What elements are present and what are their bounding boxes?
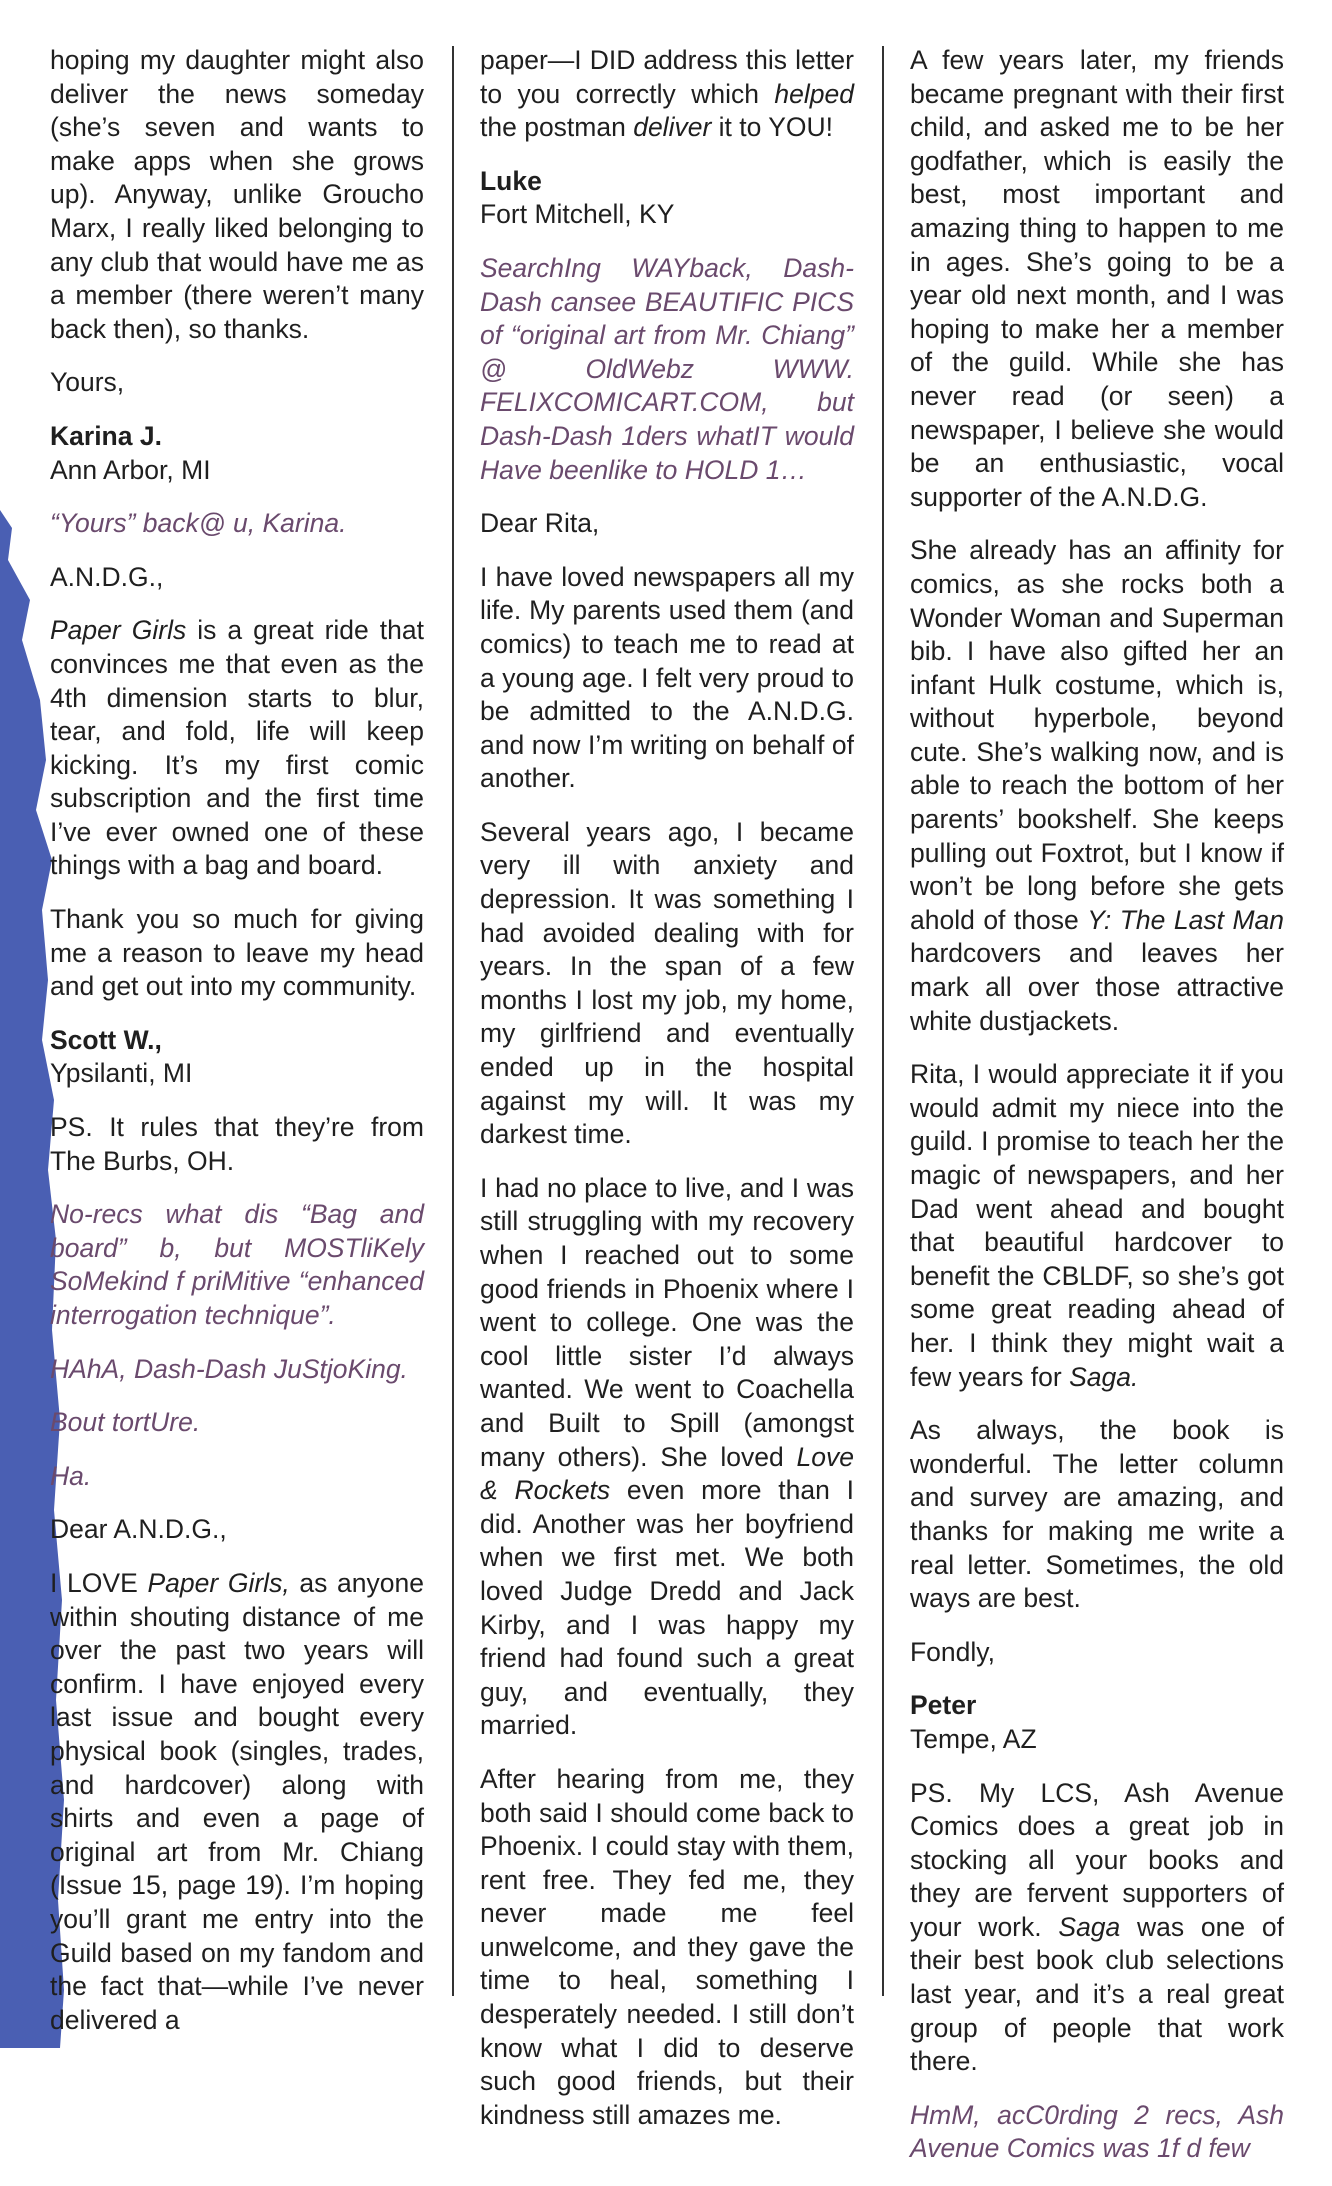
left-column (50, 44, 424, 2057)
book-title: Love & Rockets (480, 1441, 854, 1506)
emphasis-text: helped (774, 78, 854, 109)
letter-author: Karina J. (50, 420, 162, 451)
letter-location: Tempe, AZ (910, 1723, 1037, 1754)
middle-column (480, 44, 854, 2152)
book-title: Paper Girls, (147, 1567, 290, 1598)
paragraph-text: Rita, I would appreciate it if you would admit my niece into the guild. I promise to teach her the magic of newspapers, and her Dad went ahead and bought that beautiful hardcover to benefit the CBLDF, so she’s got some great reading ahead of her. I think they might wait a few years for (910, 1059, 1284, 1392)
letter-paragraph: Thank you so much for giving me a reason to leave my head and get out into my community. (50, 904, 424, 1002)
paragraph-text: is a great ride that convinces me that even as the 4th dimension starts to blur, tear, and fold, life will keep kicking. It’s my first comic subscription and the first time I’ve ever owned one of these things with a bag and board. (50, 615, 424, 881)
letter-paragraph (480, 1172, 854, 1743)
letter-location: Fort Mitchell, KY (480, 199, 675, 230)
letter-paragraph (50, 614, 424, 883)
editor-reply: Ha. (50, 1460, 92, 1491)
paragraph-text: the postman (480, 112, 634, 143)
right-column (910, 44, 1284, 2186)
letter-postscript (910, 1777, 1284, 2079)
paragraph-text: hardcovers and leaves her mark all over those attractive white dustjackets. (910, 938, 1284, 1036)
letter-paragraph: After hearing from me, they both said I should come back to Phoenix. I could stay with them, rent free. They fed me, they never made me feel unwelcome, and they gave the time to heal, something I desperately needed. I still don’t know what I did to deserve such good friends, but their kindness still amazes me. (480, 1763, 854, 2130)
editor-reply: HmM, acC0rding 2 recs, Ash Avenue Comics was 1f d few (910, 2099, 1284, 2164)
paragraph-text: was one of their best book club selections last year, and it’s a real great group of people that work there. (910, 1911, 1284, 2077)
letter-paragraph (50, 1567, 424, 2037)
letter-salutation: Dear Rita, (480, 508, 600, 539)
letter-signoff: Yours, (50, 367, 125, 398)
letter-paragraph (910, 534, 1284, 1038)
letter-location: Ann Arbor, MI (50, 454, 211, 485)
paragraph-text: She already has an affinity for comics, as she rocks both a Wonder Woman and Superman bib. I have also gifted her an infant Hulk costume, which is, without hyperbole, beyond cute. She’s walking now, and is able to reach the bottom of her parents’ bookshelf. She keeps pulling out Foxtrot, but I know if won’t be long before she gets ahold of those (910, 535, 1284, 935)
letter-paragraph (910, 1058, 1284, 1394)
paragraph-text: I LOVE (50, 1567, 148, 1598)
book-title: Y: The Last Man (1087, 904, 1284, 935)
paragraph-text: even more than I did. Another was her boyfriend when we first met. We both loved Judge Dredd and Jack Kirby, and I was happy my friend had found such a great guy, and eventually, they married. (480, 1475, 855, 1741)
editor-reply: Bout tortUre. (50, 1407, 201, 1438)
letter-postscript: PS. It rules that they’re from The Burbs, OH. (50, 1112, 424, 1176)
book-title: Paper Girls (50, 615, 187, 646)
book-title: Saga. (1069, 1361, 1139, 1392)
editor-reply: SearchIng WAYback, Dash-Dash cansee BEAUTIFIC PICS of “original art from Mr. Chiang” @ OldWebz WWW. FELIXCOMICART.COM, but Dash-Dash 1ders whatIT would Have beenlike to HOLD 1… (480, 252, 854, 485)
paragraph-text: I had no place to live, and I was still struggling with my recovery when I reached out to some good friends in Phoenix where I went to college. One was the cool little sister I’d always wanted. We went to Coachella and Built to Spill (amongst many others). She loved (480, 1172, 854, 1472)
letter-paragraph: As always, the book is wonderful. The letter column and survey are amazing, and thanks for making me write a real letter. Sometimes, the old ways are best. (910, 1415, 1284, 1614)
editor-reply: HAhA, Dash-Dash JuStjoKing. (50, 1353, 408, 1384)
letter-author: Peter (910, 1690, 977, 1721)
paragraph-text: paper—I DID address this letter to you correctly which (480, 45, 854, 109)
emphasis-text: deliver (633, 112, 712, 143)
letter-paragraph: A few years later, my friends became pregnant with their first child, and asked me to be her godfather, which is easily the best, most important and amazing thing to happen to me in ages. She’s going to be a year old next month, and I was hoping to make her a member of the guild. While she has never read (or seen) a newspaper, I believe she would be an enthusiastic, vocal supporter of the A.N.D.G. (910, 45, 1284, 512)
paragraph-text: it to YOU! (711, 112, 834, 143)
letter-location: Ypsilanti, MI (50, 1058, 193, 1089)
letter-paragraph: hoping my daughter might also deliver the news someday (she’s seven and wants to make apps when she grows up). Anyway, unlike Groucho Marx, I really liked belonging to any club that would have me as a member (there weren’t many back then), so thanks. (50, 45, 424, 344)
letter-salutation: A.N.D.G., (50, 561, 164, 592)
letter-paragraph (480, 44, 854, 145)
paragraph-text: PS. My LCS, Ash Avenue Comics does a great job in stocking all your books and they are fervent supporters of your work. (910, 1777, 1284, 1942)
letter-author: Luke (480, 165, 542, 196)
letter-author: Scott W., (50, 1024, 162, 1055)
editor-reply: “Yours” back@ u, Karina. (50, 508, 347, 539)
letter-signoff: Fondly, (910, 1636, 995, 1667)
book-title: Saga (1058, 1911, 1121, 1942)
column-divider-left (452, 46, 454, 1996)
letter-paragraph: I have loved newspapers all my life. My parents used them (and comics) to teach me to read at a young age. I felt very proud to be admitted to the A.N.D.G. and now I’m writing on behalf of another. (480, 561, 854, 794)
letter-paragraph: Several years ago, I became very ill with anxiety and depression. It was something I had avoided dealing with for years. In the span of a few months I lost my job, my home, my girlfriend and eventually ended up in the hospital against my will. It was my darkest time. (480, 816, 854, 1150)
column-divider-right (882, 46, 884, 1996)
editor-reply: No-recs what dis “Bag and board” b, but MOSTliKely SoMekind f priMitive “enhanced interrogation technique”. (50, 1199, 424, 1330)
letter-salutation: Dear A.N.D.G., (50, 1514, 227, 1545)
paragraph-text: as anyone within shouting distance of me over the past two years will confirm. I have enjoyed every last issue and bought every physical book (singles, trades, and hardcover) along with shirts and even a page of original art from Mr. Chiang (Issue 15, page 19). I’m hoping you’ll grant me entry into the Guild based on my fandom and the fact that—while I’ve never delivered a (50, 1567, 424, 2035)
